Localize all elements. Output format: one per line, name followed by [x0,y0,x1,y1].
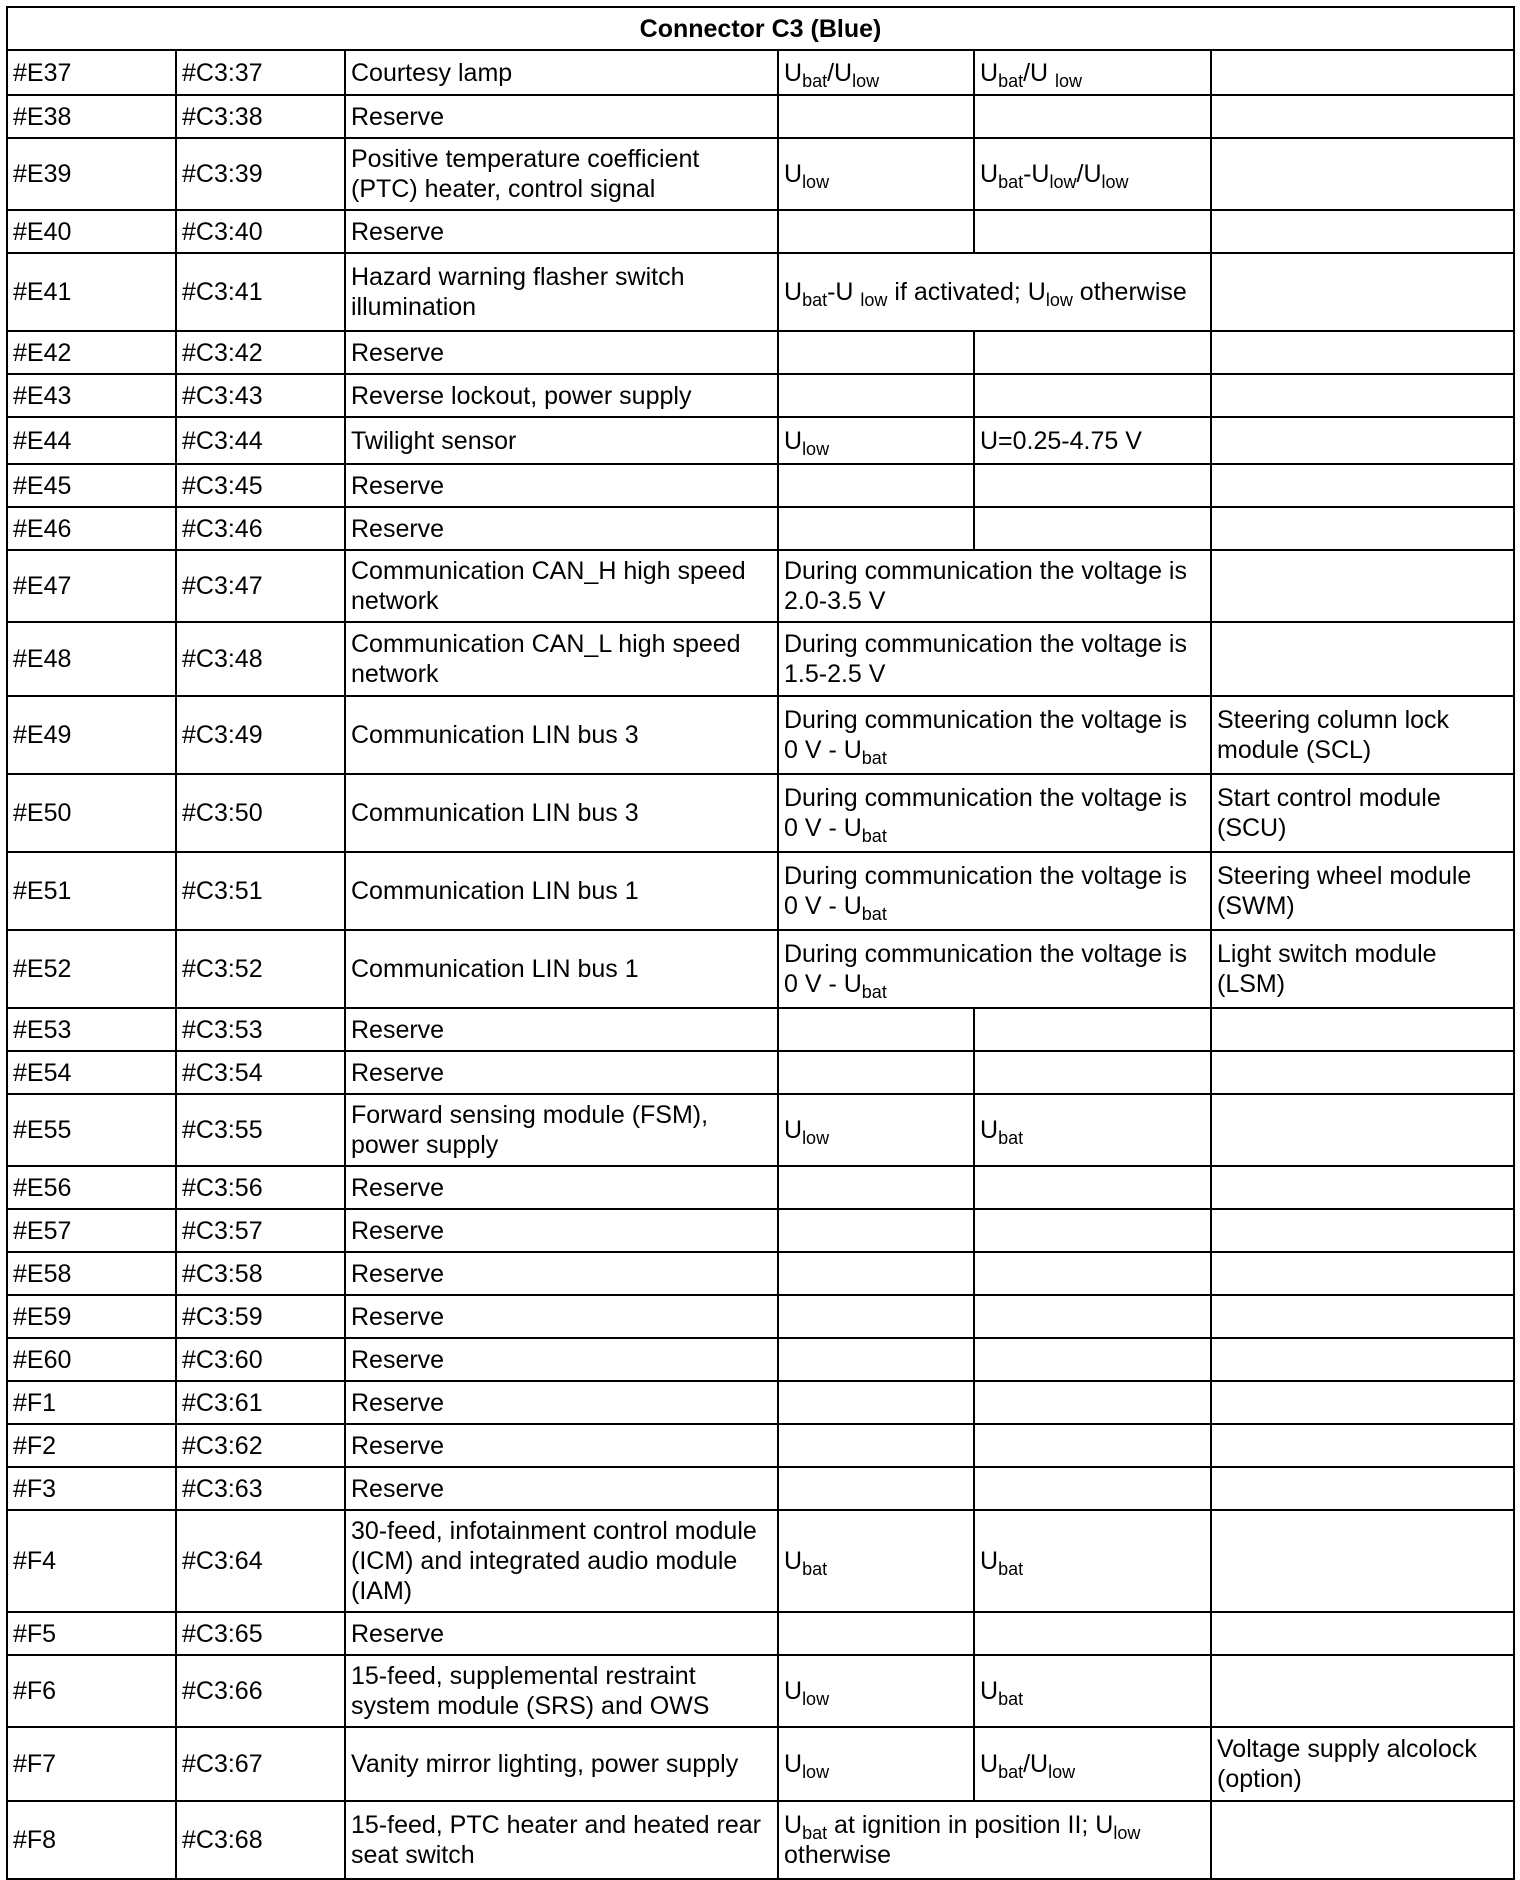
voltage-cell-2 [974,1467,1211,1510]
note-cell [1211,1510,1514,1612]
note-cell [1211,1209,1514,1252]
pin-cell: #C3:45 [176,464,345,507]
note-cell [1211,331,1514,374]
terminal-id-cell: #E56 [7,1166,176,1209]
table-row [7,1612,1514,1655]
note-cell [1211,50,1514,95]
terminal-id-cell: #E47 [7,550,176,622]
table-row [7,930,1514,1008]
pin-cell: #C3:49 [176,696,345,774]
voltage-merged-cell: During communication the voltage is 2.0-3.5 V [778,550,1211,622]
table-row [7,1381,1514,1424]
voltage-cell-2: U=0.25-4.75 V [974,417,1211,464]
voltage-cell-2 [974,1051,1211,1094]
voltage-cell-2: $U_{bat}/U$ $_{low}$ [974,50,1211,95]
terminal-id-cell: #E39 [7,138,176,210]
voltage-cell-2 [974,374,1211,417]
voltage-cell-2 [974,210,1211,253]
terminal-id-cell: #E43 [7,374,176,417]
voltage-cell-2: $U_{bat}-U_{low}/U_{low}$ [974,138,1211,210]
pin-cell: #C3:41 [176,253,345,331]
voltage-cell-1 [778,1295,974,1338]
description-cell: Reserve [345,1338,778,1381]
voltage-cell-1 [778,1381,974,1424]
terminal-id-cell: #F3 [7,1467,176,1510]
table-row [7,50,1514,95]
pin-cell: #C3:54 [176,1051,345,1094]
voltage-merged-cell: During communication the voltage is 0 V - $U_{bat}$ [778,774,1211,852]
pin-cell: #C3:42 [176,331,345,374]
note-cell [1211,1008,1514,1051]
table-row [7,210,1514,253]
note-cell [1211,622,1514,696]
terminal-id-cell: #E40 [7,210,176,253]
description-cell: Reserve [345,331,778,374]
voltage-merged-cell: $U_{bat}-U$ $_{low}$ if activated; $U_{low}$ otherwise [778,253,1211,331]
terminal-id-cell: #E44 [7,417,176,464]
table-row [7,138,1514,210]
note-cell: Start control module (SCU) [1211,774,1514,852]
table-row [7,1467,1514,1510]
voltage-cell-1: $U_{bat}/U_{low}$ [778,50,974,95]
pin-cell: #C3:66 [176,1655,345,1727]
terminal-id-cell: #E55 [7,1094,176,1166]
note-cell: Steering wheel module (SWM) [1211,852,1514,930]
note-cell [1211,1094,1514,1166]
terminal-id-cell: #E48 [7,622,176,696]
description-cell: Reserve [345,1295,778,1338]
description-cell: Vanity mirror lighting, power supply [345,1727,778,1801]
note-cell [1211,253,1514,331]
table-row [7,1295,1514,1338]
pin-cell: #C3:44 [176,417,345,464]
note-cell [1211,507,1514,550]
connector-table [6,6,1515,1880]
description-cell: Hazard warning flasher switch illumination [345,253,778,331]
voltage-cell-2 [974,1424,1211,1467]
terminal-id-cell: #E54 [7,1051,176,1094]
terminal-id-cell: #F1 [7,1381,176,1424]
table-row [7,696,1514,774]
description-cell: 15-feed, PTC heater and heated rear seat switch [345,1801,778,1879]
pin-cell: #C3:43 [176,374,345,417]
voltage-cell-2 [974,1612,1211,1655]
pin-cell: #C3:38 [176,95,345,138]
voltage-cell-1 [778,374,974,417]
voltage-cell-1 [778,1424,974,1467]
voltage-cell-1 [778,1612,974,1655]
note-cell [1211,95,1514,138]
description-cell: Reserve [345,1424,778,1467]
note-cell [1211,138,1514,210]
note-cell [1211,1166,1514,1209]
terminal-id-cell: #E41 [7,253,176,331]
voltage-cell-1: $U_{low}$ [778,1727,974,1801]
note-cell [1211,1295,1514,1338]
note-cell [1211,1467,1514,1510]
table-row [7,550,1514,622]
note-cell [1211,464,1514,507]
description-cell: Reserve [345,210,778,253]
voltage-merged-cell: During communication the voltage is 0 V - $U_{bat}$ [778,696,1211,774]
description-cell: Reserve [345,1166,778,1209]
pin-cell: #C3:58 [176,1252,345,1295]
description-cell: Communication CAN_H high speed network [345,550,778,622]
terminal-id-cell: #F6 [7,1655,176,1727]
voltage-cell-1 [778,1209,974,1252]
terminal-id-cell: #F5 [7,1612,176,1655]
terminal-id-cell: #E49 [7,696,176,774]
table-row [7,1510,1514,1612]
voltage-cell-2 [974,1166,1211,1209]
description-cell: Reserve [345,464,778,507]
description-cell: Communication LIN bus 3 [345,696,778,774]
voltage-cell-2 [974,1209,1211,1252]
terminal-id-cell: #E57 [7,1209,176,1252]
voltage-cell-1 [778,1166,974,1209]
table-row [7,1252,1514,1295]
note-cell: Steering column lock module (SCL) [1211,696,1514,774]
pin-cell: #C3:67 [176,1727,345,1801]
terminal-id-cell: #E58 [7,1252,176,1295]
voltage-cell-2 [974,1252,1211,1295]
terminal-id-cell: #E52 [7,930,176,1008]
description-cell: Communication LIN bus 3 [345,774,778,852]
terminal-id-cell: #E51 [7,852,176,930]
note-cell [1211,1338,1514,1381]
pin-cell: #C3:62 [176,1424,345,1467]
voltage-cell-2: $U_{bat}$ [974,1094,1211,1166]
pin-cell: #C3:68 [176,1801,345,1879]
description-cell: Positive temperature coefficient (PTC) heater, control signal [345,138,778,210]
voltage-cell-2 [974,464,1211,507]
table-row [7,1338,1514,1381]
pin-cell: #C3:59 [176,1295,345,1338]
terminal-id-cell: #E60 [7,1338,176,1381]
table-row [7,417,1514,464]
note-cell [1211,210,1514,253]
terminal-id-cell: #E38 [7,95,176,138]
table-row [7,331,1514,374]
table-row [7,253,1514,331]
description-cell: Reserve [345,507,778,550]
table-row [7,774,1514,852]
pin-cell: #C3:63 [176,1467,345,1510]
description-cell: Reverse lockout, power supply [345,374,778,417]
pin-cell: #C3:37 [176,50,345,95]
table-row [7,1655,1514,1727]
pin-cell: #C3:39 [176,138,345,210]
terminal-id-cell: #E53 [7,1008,176,1051]
description-cell: Communication LIN bus 1 [345,852,778,930]
voltage-cell-1 [778,331,974,374]
voltage-cell-1: $U_{low}$ [778,417,974,464]
table-row [7,1424,1514,1467]
description-cell: Twilight sensor [345,417,778,464]
table-body [7,50,1514,1879]
description-cell: Reserve [345,1612,778,1655]
pin-cell: #C3:48 [176,622,345,696]
terminal-id-cell: #E59 [7,1295,176,1338]
table-row [7,622,1514,696]
voltage-cell-2 [974,95,1211,138]
description-cell: Reserve [345,1252,778,1295]
pin-cell: #C3:40 [176,210,345,253]
voltage-cell-1: $U_{low}$ [778,1655,974,1727]
voltage-cell-2: $U_{bat}$ [974,1655,1211,1727]
voltage-cell-1: $U_{bat}$ [778,1510,974,1612]
voltage-merged-cell: During communication the voltage is 1.5-2.5 V [778,622,1211,696]
voltage-cell-1: $U_{low}$ [778,138,974,210]
table-row [7,852,1514,930]
voltage-cell-1 [778,1008,974,1051]
table-row [7,1166,1514,1209]
terminal-id-cell: #E45 [7,464,176,507]
table-row [7,1727,1514,1801]
pin-cell: #C3:50 [176,774,345,852]
voltage-cell-2 [974,331,1211,374]
table-row [7,1051,1514,1094]
description-cell: Forward sensing module (FSM), power supply [345,1094,778,1166]
pin-cell: #C3:61 [176,1381,345,1424]
voltage-cell-1 [778,1252,974,1295]
pin-cell: #C3:46 [176,507,345,550]
terminal-id-cell: #F4 [7,1510,176,1612]
voltage-cell-1: $U_{low}$ [778,1094,974,1166]
voltage-cell-1 [778,464,974,507]
voltage-cell-1 [778,507,974,550]
voltage-cell-2 [974,1338,1211,1381]
note-cell [1211,1655,1514,1727]
voltage-cell-2: $U_{bat}$ [974,1510,1211,1612]
description-cell: Reserve [345,1467,778,1510]
table-row [7,1094,1514,1166]
note-cell [1211,1381,1514,1424]
note-cell: Light switch module (LSM) [1211,930,1514,1008]
voltage-cell-2 [974,1295,1211,1338]
voltage-cell-2 [974,1008,1211,1051]
note-cell: Voltage supply alcolock (option) [1211,1727,1514,1801]
pin-cell: #C3:51 [176,852,345,930]
voltage-cell-1 [778,1467,974,1510]
note-cell [1211,1051,1514,1094]
pin-cell: #C3:60 [176,1338,345,1381]
description-cell: Reserve [345,1209,778,1252]
voltage-cell-1 [778,1051,974,1094]
terminal-id-cell: #F2 [7,1424,176,1467]
table-row [7,374,1514,417]
pin-cell: #C3:53 [176,1008,345,1051]
description-cell: Reserve [345,1381,778,1424]
terminal-id-cell: #E42 [7,331,176,374]
note-cell [1211,1424,1514,1467]
table-row [7,1209,1514,1252]
voltage-merged-cell: During communication the voltage is 0 V - $U_{bat}$ [778,930,1211,1008]
voltage-cell-1 [778,1338,974,1381]
terminal-id-cell: #F7 [7,1727,176,1801]
pin-cell: #C3:65 [176,1612,345,1655]
terminal-id-cell: #E50 [7,774,176,852]
table-row [7,95,1514,138]
description-cell: 30-feed, infotainment control module (ICM) and integrated audio module (IAM) [345,1510,778,1612]
voltage-cell-1 [778,210,974,253]
description-cell: Courtesy lamp [345,50,778,95]
pin-cell: #C3:57 [176,1209,345,1252]
description-cell: Communication CAN_L high speed network [345,622,778,696]
table-row [7,464,1514,507]
description-cell: Reserve [345,95,778,138]
terminal-id-cell: #F8 [7,1801,176,1879]
pin-cell: #C3:56 [176,1166,345,1209]
table-row [7,1008,1514,1051]
description-cell: Reserve [345,1008,778,1051]
description-cell: 15-feed, supplemental restraint system module (SRS) and OWS [345,1655,778,1727]
pin-cell: #C3:64 [176,1510,345,1612]
note-cell [1211,1801,1514,1879]
note-cell [1211,374,1514,417]
note-cell [1211,1252,1514,1295]
note-cell [1211,417,1514,464]
voltage-cell-2 [974,1381,1211,1424]
pin-cell: #C3:47 [176,550,345,622]
note-cell [1211,550,1514,622]
terminal-id-cell: #E46 [7,507,176,550]
table-row [7,1801,1514,1879]
description-cell: Communication LIN bus 1 [345,930,778,1008]
voltage-merged-cell: $U_{bat}$ at ignition in position II; $U_{low}$ otherwise [778,1801,1211,1879]
voltage-cell-1 [778,95,974,138]
note-cell [1211,1612,1514,1655]
table-title: Connector C3 (Blue) [7,7,1514,50]
description-cell: Reserve [345,1051,778,1094]
voltage-merged-cell: During communication the voltage is 0 V - $U_{bat}$ [778,852,1211,930]
pin-cell: #C3:55 [176,1094,345,1166]
pin-cell: #C3:52 [176,930,345,1008]
voltage-cell-2 [974,507,1211,550]
terminal-id-cell: #E37 [7,50,176,95]
table-row [7,507,1514,550]
voltage-cell-2: $U_{bat}/U_{low}$ [974,1727,1211,1801]
